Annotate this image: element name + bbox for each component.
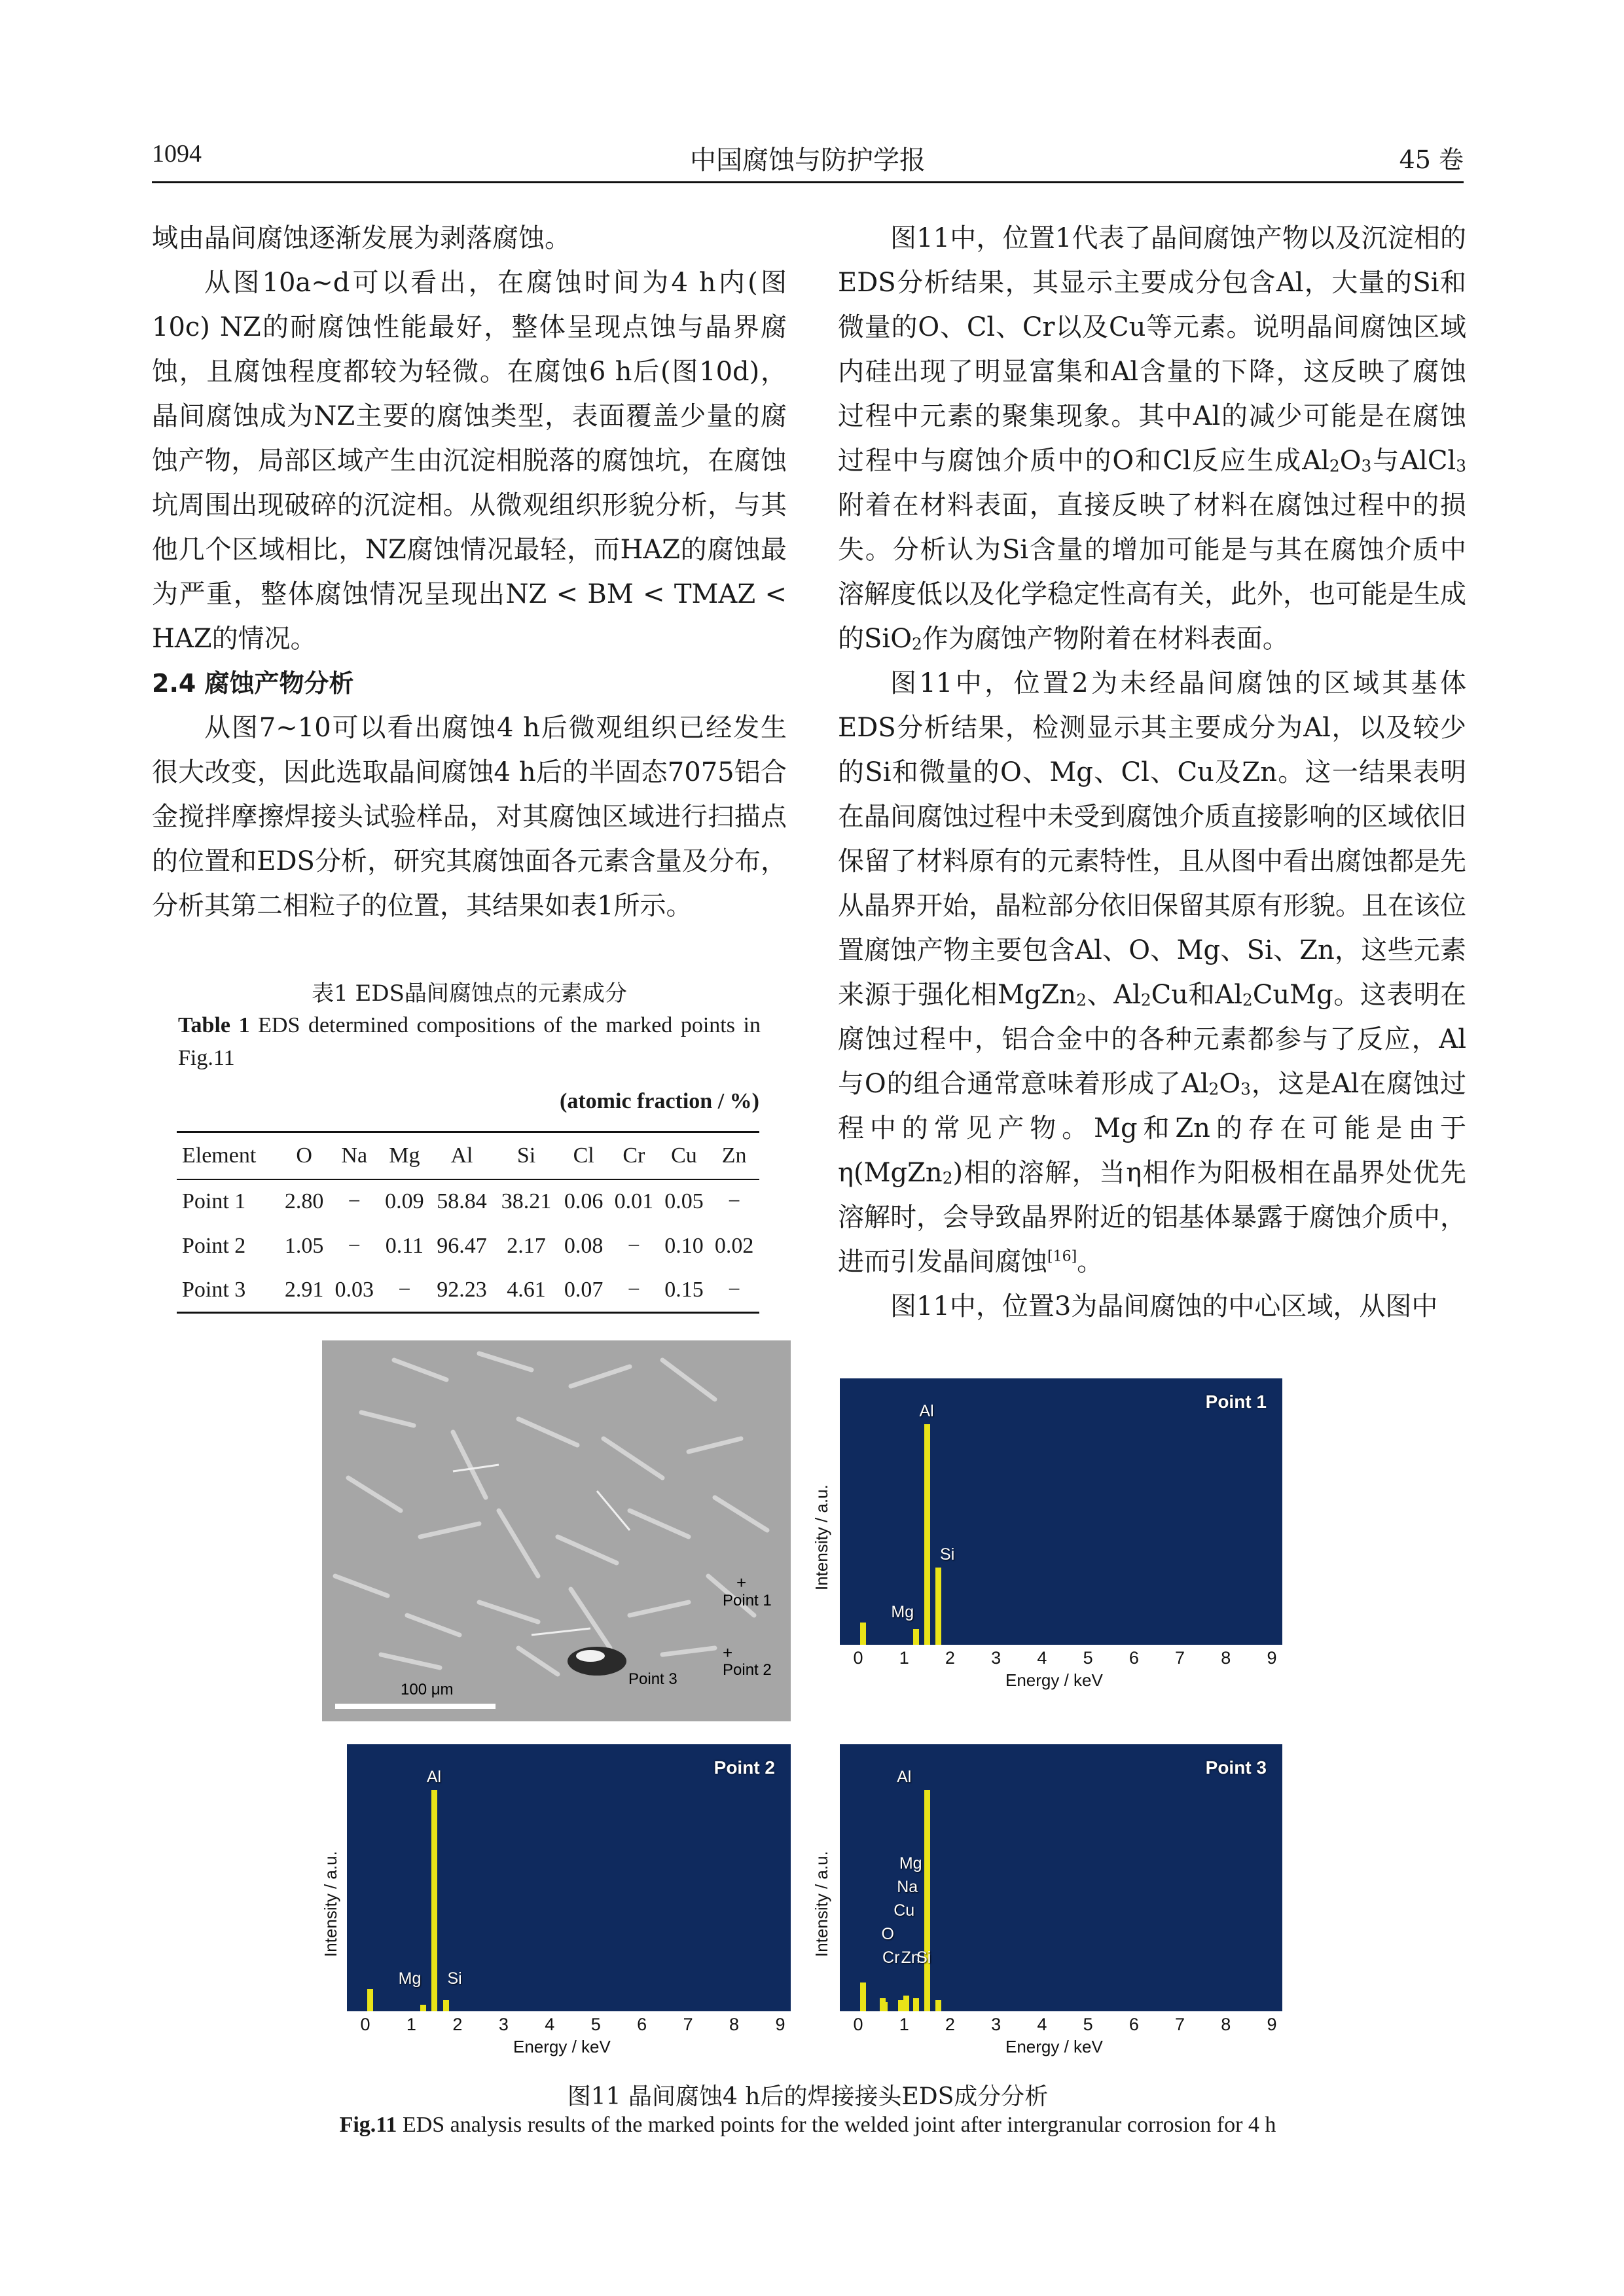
paragraph [838,216,1466,661]
text-run: O [1339,446,1362,476]
peak-label: Al [919,1402,934,1420]
table-row [177,1224,759,1268]
table-cell: 0.05 [664,1189,704,1213]
point-2-label: Point 2 [723,1661,772,1679]
spectrum-peak [902,2002,908,2011]
x-tick-label: 0 [853,1648,863,1668]
table-caption-en [178,1009,761,1075]
x-axis-label: Energy / keV [1005,1670,1103,1690]
table-cell: 0.01 [614,1189,654,1213]
spectrum-peak [924,1424,930,1645]
table-cell: − [609,1268,659,1313]
x-tick-label: 1 [899,2015,909,2034]
right-column [838,216,1466,1329]
x-tick-label: 1 [899,1648,909,1668]
spectrum-peak [935,2000,941,2011]
figure-caption-cn: 图11 晶间腐蚀4 h后的焊接接头EDS成分分析 [567,2083,1049,2110]
x-tick-label: 7 [1175,2015,1185,2034]
x-tick-label: 0 [853,2015,863,2034]
scale-bar-label: 100 μm [401,1681,454,1698]
table-cell: 0.08 [564,1233,604,1258]
table-cell: 0.15 [659,1268,710,1313]
spectrum-peak [367,1989,373,2011]
x-tick-label: 4 [545,2015,555,2034]
x-tick-label: 2 [452,2015,463,2034]
table-header-row [177,1132,759,1179]
text-run: 作为腐蚀产物附着在材料表面。 [922,624,1289,654]
subscript: 2 [912,634,922,654]
text-run: 图11中，位置1代表了晶间腐蚀产物以及沉淀相的EDS分析结果，其显示主要成分包含Al，大量的Si和微量的O、Cl、Cr以及Cu等元素。说明晶间腐蚀区域内硅出现了明显富集和Al含量的下降，这反映了腐蚀过程中元素的聚集现象。其中Al的减少可能是在腐蚀过程中与腐蚀介质中的O和Cl反应生成Al [838,223,1466,476]
page-number: 1094 [152,140,202,168]
text-run: )相的溶解，当η相作为阳极相在晶界处优先溶解时，会导致晶界附近的铝基体暴露于腐蚀介质中，进而引发晶间腐蚀 [838,1158,1466,1277]
peak-label: Si [447,1969,462,1988]
table-cell: 4.61 [494,1268,559,1313]
table-cell: 2.80 [284,1189,324,1213]
y-axis-label: Intensity / a.u. [812,1484,831,1590]
caption-label: Table 1 [178,1013,250,1037]
table-cell: − [348,1189,361,1213]
subscript: 3 [1456,456,1467,476]
caption-text: EDS analysis results of the marked points for the welded joint after intergranular corrosion for 4 h [397,2113,1276,2137]
x-tick-label: 7 [1175,1648,1185,1668]
table-cell: 92.23 [429,1268,494,1313]
column-header-cu: Cu [659,1132,710,1179]
peak-label: Al [897,1768,912,1786]
section-heading: 2.4 腐蚀产物分析 [152,669,354,698]
text-run: CuMg。这表明在腐蚀过程中，铝合金中的各种元素都参与了反应，Al与O的组合通常意味着形成了Al [838,980,1466,1099]
peak-label: Al [426,1768,442,1786]
x-tick-label: 8 [1221,1648,1231,1668]
table-cell: 0.10 [664,1233,704,1258]
x-tick-label: 1 [406,2015,416,2034]
eds-spectrum-point-2 [347,1744,791,2011]
table-cell: 0.02 [714,1233,754,1258]
text-run: O [1219,1069,1241,1099]
peak-label: Mg [398,1969,422,1988]
subscript: 3 [1361,456,1372,476]
table-cell: 0.11 [385,1233,424,1258]
text-run: 、Al [1086,980,1141,1010]
peak-label: Si [916,1948,931,1967]
journal-title: 中国腐蚀与防护学报 [690,145,926,175]
spectrum-peak [935,1568,941,1645]
spectrum-peak [431,1790,437,2011]
peak-label: O [881,1925,894,1943]
marker-plus: + [723,1643,733,1662]
subscript: 2 [1076,990,1087,1010]
peak-label: Si [940,1545,955,1564]
peak-label: Zn [901,1948,920,1967]
x-tick-label: 4 [1037,2015,1047,2034]
table-cell: 0.09 [385,1189,424,1213]
table-cell: Point 3 [177,1268,279,1313]
spectrum-peak [924,1790,930,2011]
spectrum-peak [420,2005,426,2011]
y-axis-label: Intensity / a.u. [321,1851,340,1957]
x-tick-label: 6 [637,2015,647,2034]
spectrum-peak [443,2000,449,2011]
caption-text: EDS determined compositions of the marked points in Fig.11 [178,1013,761,1070]
peak-label: Cu [893,1901,915,1920]
spectrum-title: Point 1 [1205,1391,1267,1412]
column-header-o: O [279,1132,329,1179]
x-axis-label: Energy / keV [1005,2037,1103,2056]
table-cell: 58.84 [437,1189,487,1213]
column-header-zn: Zn [709,1132,759,1179]
text-run: 与AlCl [1371,446,1456,476]
x-tick-label: 3 [498,2015,509,2034]
x-tick-label: 6 [1128,2015,1139,2034]
table-unit: (atomic fraction / %) [560,1089,759,1113]
column-header-cl: Cl [558,1132,609,1179]
x-tick-label: 5 [1083,1648,1093,1668]
text-run: 。 [1077,1247,1104,1277]
table-cell: − [728,1189,741,1213]
table-cell: − [380,1268,430,1313]
paragraph: 从图7~10可以看出腐蚀4 h后微观组织已经发生很大改变，因此选取晶间腐蚀4 h后的半固态7075铝合金搅拌摩擦焊接头试验样品，对其腐蚀区域进行扫描点的位置和EDS分析，研究其腐蚀面各元素含量及分布，分析其第二相粒子的位置，其结果如表1所示。 [152,713,787,921]
x-tick-label: 3 [991,2015,1001,2034]
table-cell: 0.06 [564,1189,604,1213]
x-tick-label: 8 [729,2015,740,2034]
text-run: Cu和Al [1151,980,1242,1010]
x-tick-label: 2 [945,2015,955,2034]
subscript: 2 [1208,1079,1219,1099]
table-row [177,1268,759,1313]
spectrum-peak [860,1623,866,1645]
point-1-label: Point 1 [723,1592,772,1609]
table-cell: 0.07 [558,1268,609,1313]
running-header [152,134,1464,183]
subscript: 2 [1329,456,1340,476]
table-cell: Point 1 [182,1189,246,1213]
x-tick-label: 5 [1083,2015,1093,2034]
table-caption-cn: 表1 EDS晶间腐蚀点的元素成分 [312,980,627,1007]
table-cell: 1.05 [284,1233,324,1258]
spectrum-title: Point 2 [713,1757,775,1778]
subscript: 2 [942,1168,953,1188]
subscript: 2 [1242,990,1253,1010]
table-body [177,1179,759,1313]
column-header-cr: Cr [609,1132,659,1179]
column-header-mg: Mg [380,1132,430,1179]
paragraph: 从图10a~d可以看出，在腐蚀时间为4 h内(图10c) NZ的耐腐蚀性能最好，整体呈现点蚀与晶界腐蚀，且腐蚀程度都较为轻微。在腐蚀6 h后(图10d)，晶间腐蚀成为NZ主要的腐蚀类型，表面覆盖少量的腐蚀产物，局部区域产生由沉淀相脱落的腐蚀坑，在腐蚀坑周围出现破碎的沉淀相。从微观组织形貌分析，与其他几个区域相比，NZ腐蚀情况最轻，而HAZ的腐蚀最为严重，整体腐蚀情况呈现出NZ < BM < TMAZ < HAZ的情况。 [152,268,787,654]
left-column [152,216,787,928]
x-tick-label: 4 [1037,1648,1047,1668]
table-cell: 2.17 [507,1233,546,1258]
table-cell: 2.91 [279,1268,329,1313]
peak-label: Na [897,1878,918,1896]
text-run: ，这是Al在腐蚀过程中的常见产物。Mg和Zn的存在可能是由于η(MgZn [838,1069,1466,1188]
x-tick-label: 3 [991,1648,1001,1668]
table-cell: − [709,1268,759,1313]
subscript: 3 [1240,1079,1251,1099]
table-cell: 0.03 [329,1268,380,1313]
table-cell: − [627,1233,640,1258]
paragraph [838,661,1466,1284]
sem-micrograph [322,1340,791,1721]
caption-label: Fig.11 [339,2113,397,2137]
table-cell: 96.47 [437,1233,487,1258]
column-header-al: Al [429,1132,494,1179]
text-run: 图11中，位置2为未经晶间腐蚀的区域其基体EDS分析结果，检测显示其主要成分为Al，以及较少的Si和微量的O、Mg、Cl、Cu及Zn。这一结果表明在晶间腐蚀过程中未受到腐蚀介质直接影响的区域依旧保留了材料原有的元素特性，且从图中看出腐蚀都是先从晶界开始，晶粒部分依旧保留其原有形貌。且在该位置腐蚀产物主要包含Al、O、Mg、Si、Zn，这些元素来源于强化相MgZn [838,668,1466,1010]
peak-label: Mg [891,1603,914,1621]
table-row [177,1179,759,1224]
text-run: 附着在材料表面，直接反映了材料在腐蚀过程中的损失。分析认为Si含量的增加可能是与其在腐蚀介质中溶解度低以及化学稳定性高有关，此外，也可能是生成的SiO [838,490,1466,654]
subscript: 2 [1140,990,1151,1010]
x-ticks [347,2015,791,2037]
x-tick-label: 9 [775,2015,785,2034]
y-axis-label: Intensity / a.u. [812,1851,831,1957]
paragraph: 域由晶间腐蚀逐渐发展为剥落腐蚀。 [152,223,571,253]
paragraph: 图11中，位置3为晶间腐蚀的中心区域，从图中 [890,1291,1438,1321]
composition-table [177,1131,759,1314]
figure-caption-en [152,2113,1464,2138]
spectrum-peak [860,1982,866,2011]
spectrum-peak [913,1629,919,1645]
table-cell: Point 2 [182,1233,246,1258]
x-tick-label: 2 [945,1648,955,1668]
peak-label: Mg [899,1854,922,1873]
peak-label: Cr [882,1948,900,1967]
column-header-element: Element [177,1132,279,1179]
x-ticks [840,1648,1282,1670]
column-header-si: Si [494,1132,559,1179]
sem-texture [322,1340,791,1721]
x-tick-label: 9 [1267,1648,1277,1668]
spectrum-peak [913,1998,919,2011]
x-tick-label: 6 [1128,1648,1139,1668]
x-tick-label: 9 [1267,2015,1277,2034]
x-tick-label: 0 [360,2015,370,2034]
x-axis-label: Energy / keV [513,2037,611,2056]
point-3-label: Point 3 [628,1670,677,1688]
x-tick-label: 7 [683,2015,693,2034]
eds-spectrum-point-3 [840,1744,1282,2011]
marker-plus: + [736,1573,747,1592]
volume-label: 45 卷 [1399,145,1464,174]
table-cell: 38.21 [501,1189,552,1213]
citation-ref[interactable]: [16] [1047,1248,1077,1265]
spectrum-peak [882,2002,888,2011]
column-header-na: Na [329,1132,380,1179]
table-cell: − [348,1233,361,1258]
spectrum-title: Point 3 [1205,1757,1267,1778]
x-ticks [840,2015,1282,2037]
x-tick-label: 5 [590,2015,601,2034]
x-tick-label: 8 [1221,2015,1231,2034]
eds-spectrum-point-1 [840,1378,1282,1645]
